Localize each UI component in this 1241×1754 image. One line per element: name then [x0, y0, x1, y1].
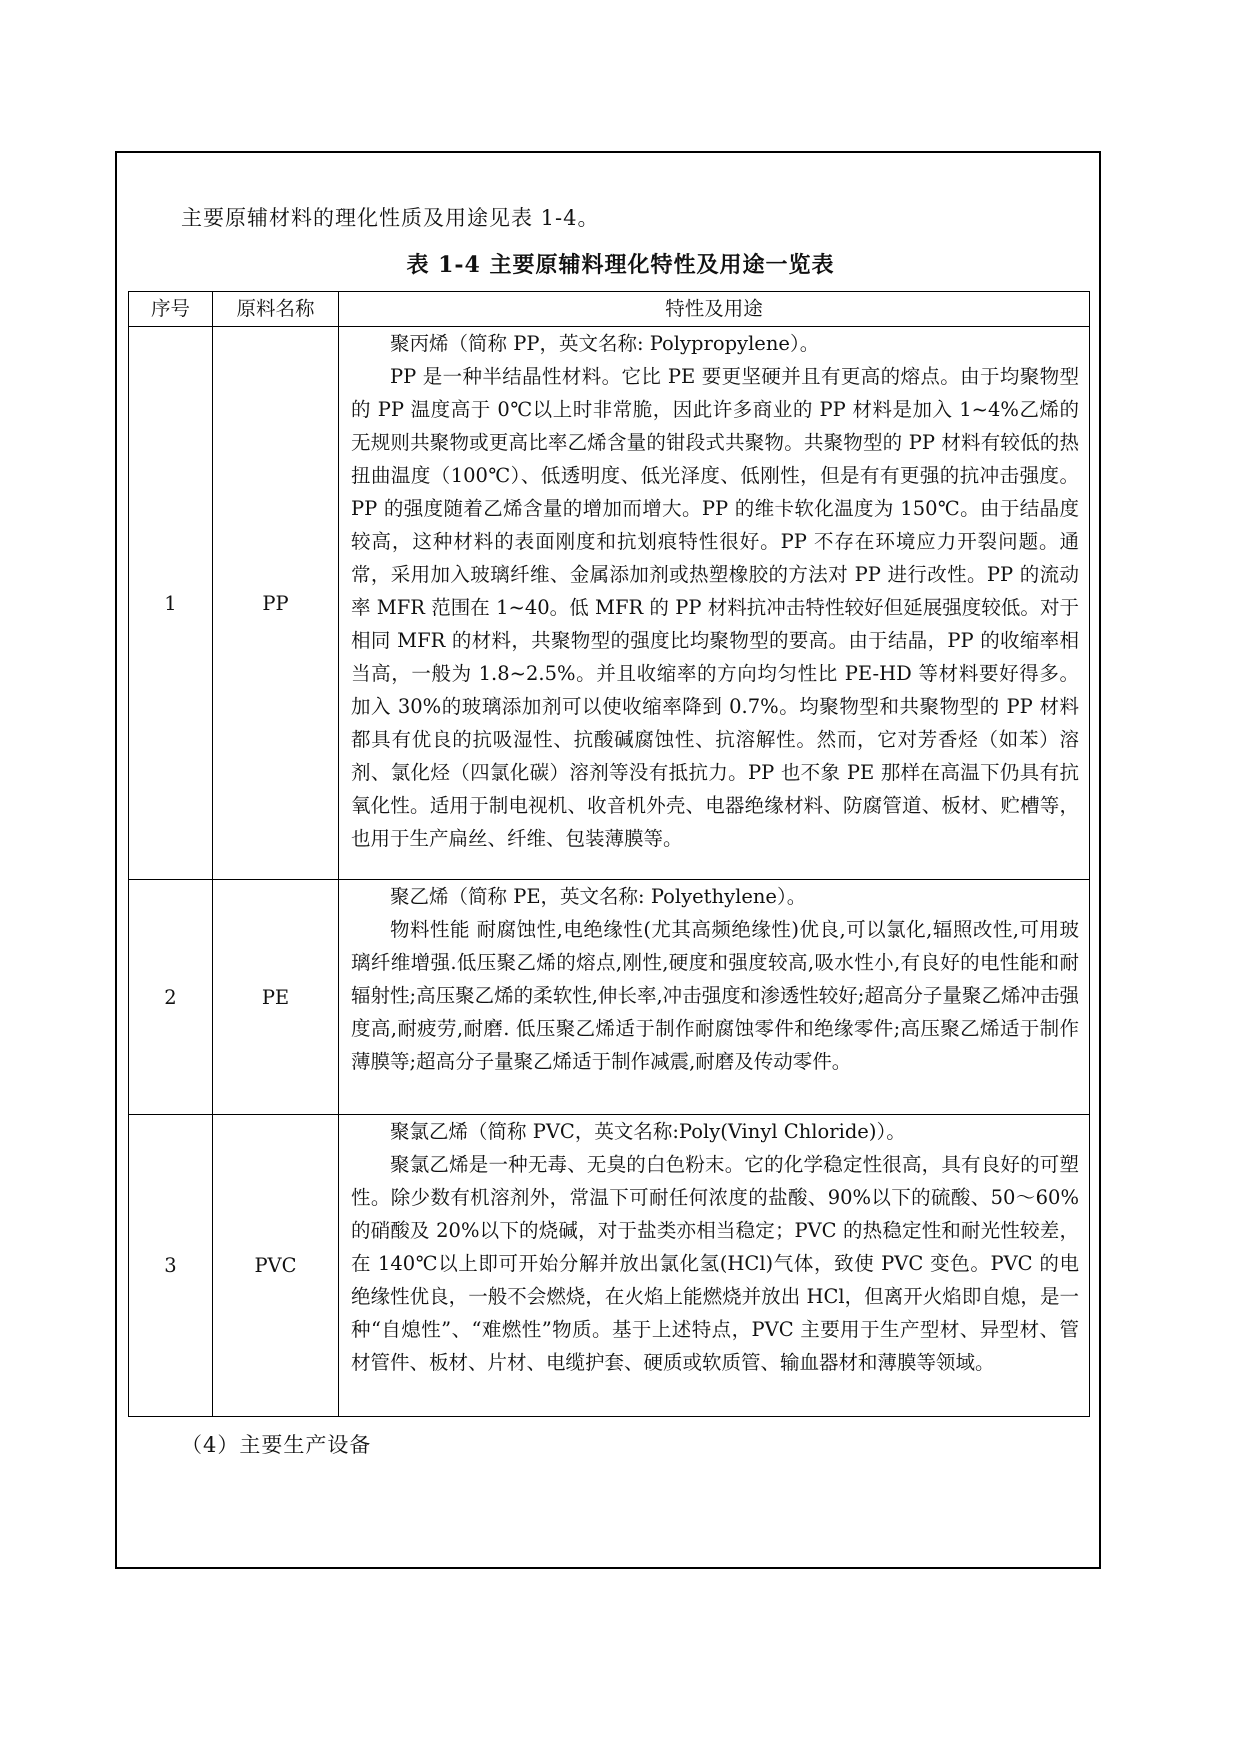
table-caption: 表 1-4 主要原辅料理化特性及用途一览表 — [406, 252, 835, 278]
row-number: 3 — [129, 1115, 213, 1417]
intro-paragraph: 主要原辅材料的理化性质及用途见表 1-4。 — [181, 206, 600, 230]
material-name: PE — [213, 880, 339, 1115]
description-intro: 聚氯乙烯（简称 PVC，英文名称:Poly(Vinyl Chloride)）。 — [390, 1120, 906, 1143]
description-body: PP 是一种半结晶性材料。它比 PE 要更坚硬并且有更高的熔点。由于均聚物型的 PP 温度高于 0℃以上时非常脆，因此许多商业的 PP 材料是加入 1~4%乙烯的无规则共聚物或更高比率乙烯含量的钳段式共聚物。共聚物型的 PP 材料有较低的热扭曲温度（100℃）、低透明度、低光泽度、低刚性，但是有有更强的抗冲击强度。PP 的强度随着乙烯含量的增加而增大。PP 的维卡软化温度为 150℃。由于结晶度较高，这种材料的表面刚度和抗划痕特性很好。PP 不存在环境应力开裂问题。通常，采用加入玻璃纤维、金属添加剂或热塑橡胶的方法对 PP 进行改性。PP 的流动率 MFR 范围在 1~40。低 MFR 的 PP 材料抗冲击特性较好但延展强度较低。对于相同 MFR 的材料，共聚物型的强度比均聚物型的要高。由于结晶，PP 的收缩率相当高，一般为 1.8~2.5%。并且收缩率的方向均匀性比 PE-HD 等材料要好得多。加入 30%的玻璃添加剂可以使收缩率降到 0.7%。均聚物型和共聚物型的 PP 材料都具有优良的抗吸湿性、抗酸碱腐蚀性、抗溶解性。然而，它对芳香烃（如苯）溶剂、氯化烃（四氯化碳）溶剂等没有抵抗力。PP 也不象 PE 那样在高温下仍具有抗氧化性。适用于制电视机、收音机外壳、电器绝缘材料、防腐管道、板材、贮槽等，也用于生产扁丝、纤维、包装薄膜等。 — [351, 365, 1079, 850]
description-intro: 聚乙烯（简称 PE，英文名称: Polyethylene）。 — [390, 885, 807, 908]
material-description — [339, 880, 1090, 1115]
material-name: PP — [213, 327, 339, 880]
description-body: 聚氯乙烯是一种无毒、无臭的白色粉末。它的化学稳定性很高，具有良好的可塑性。除少数有机溶剂外，常温下可耐任何浓度的盐酸、90%以下的硫酸、50～60%的硝酸及 20%以下的烧碱，对于盐类亦相当稳定；PVC 的热稳定性和耐光性较差，在 140℃以上即可开始分解并放出氯化氢(HCl)气体，致使 PVC 变色。PVC 的电绝缘性优良，一般不会燃烧，在火焰上能燃烧并放出 HCl，但离开火焰即自熄，是一种“自熄性”、“难燃性”物质。基于上述特点，PVC 主要用于生产型材、异型材、管材管件、板材、片材、电缆护套、硬质或软质管、输血器材和薄膜等领域。 — [351, 1153, 1079, 1374]
description-intro: 聚丙烯（简称 PP，英文名称: Polypropylene）。 — [390, 332, 820, 355]
materials-table — [128, 291, 1090, 1417]
header-name: 原料名称 — [213, 292, 339, 327]
row-number: 1 — [129, 327, 213, 880]
table-row — [129, 880, 1090, 1115]
material-name: PVC — [213, 1115, 339, 1417]
section-heading: （4）主要生产设备 — [181, 1433, 372, 1457]
material-description — [339, 327, 1090, 880]
row-number: 2 — [129, 880, 213, 1115]
table-header-row — [129, 292, 1090, 327]
table-row — [129, 327, 1090, 880]
header-properties: 特性及用途 — [339, 292, 1090, 327]
description-body: 物料性能 耐腐蚀性,电绝缘性(尤其高频绝缘性)优良,可以氯化,辐照改性,可用玻璃纤维增强.低压聚乙烯的熔点,刚性,硬度和强度较高,吸水性小,有良好的电性能和耐辐射性;高压聚乙烯的柔软性,伸长率,冲击强度和渗透性较好;超高分子量聚乙烯冲击强度高,耐疲劳,耐磨. 低压聚乙烯适于制作耐腐蚀零件和绝缘零件;高压聚乙烯适于制作薄膜等;超高分子量聚乙烯适于制作减震,耐磨及传动零件。 — [351, 918, 1079, 1073]
material-description — [339, 1115, 1090, 1417]
table-row — [129, 1115, 1090, 1417]
header-no: 序号 — [129, 292, 213, 327]
